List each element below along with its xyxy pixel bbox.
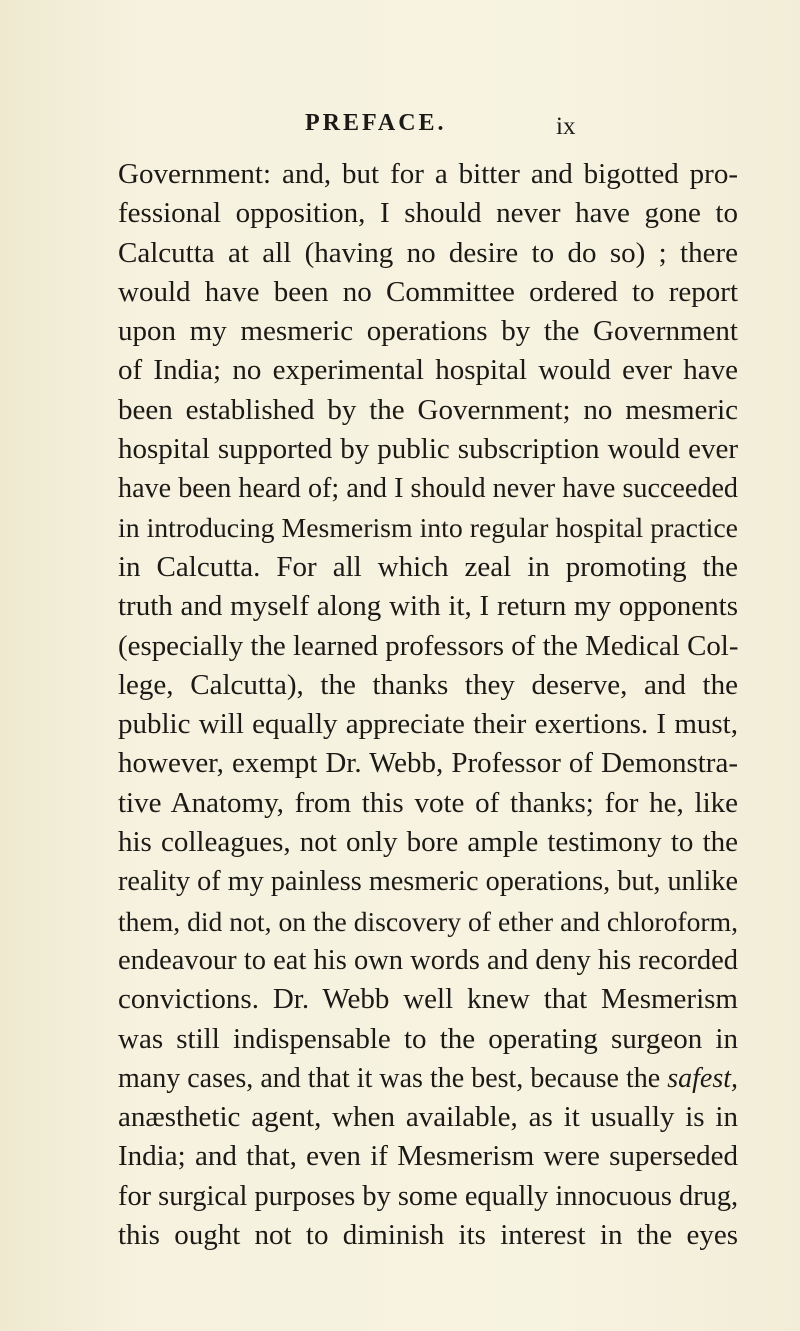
text-line: in Calcutta. For all which zeal in promoting the — [118, 550, 738, 583]
text-line: them, did not, on the discovery of ether and chloroform, — [118, 905, 738, 937]
text-line: upon my mesmeric operations by the Government — [118, 315, 738, 348]
text-line: of India; no experimental hospital would ever have — [118, 354, 738, 387]
text-line: Calcutta at all (having no desire to do so) ; there — [118, 236, 738, 269]
text-line: tive Anatomy, from this vote of thanks; for he, like — [118, 786, 738, 819]
text-line: his colleagues, not only bore ample testimony to the — [118, 826, 738, 859]
text-line: anæsthetic agent, when available, as it usually is in — [118, 1101, 738, 1134]
text-line: truth and myself along with it, I return my opponents — [118, 590, 738, 623]
text-line: Government: and, but for a bitter and bigotted pro- — [118, 158, 738, 190]
body-text — [118, 155, 738, 1255]
text-line: many cases, and that it was the best, because the safest, — [118, 1062, 738, 1094]
text-line: would have been no Committee ordered to report — [118, 275, 738, 308]
text-line: India; and that, even if Mesmerism were superseded — [118, 1140, 738, 1173]
text-line: in introducing Mesmerism into regular hospital practice — [118, 512, 738, 544]
running-title: PREFACE. — [305, 110, 447, 136]
text-line: endeavour to eat his own words and deny his recorded — [118, 944, 738, 976]
text-line: fessional opposition, I should never have gone to — [118, 197, 738, 230]
text-line: public will equally appreciate their exertions. I must, — [118, 708, 738, 741]
text-line: however, exempt Dr. Webb, Professor of Demonstra- — [118, 747, 738, 780]
text-line: lege, Calcutta), the thanks they deserve, and the — [118, 668, 738, 701]
text-line: have been heard of; and I should never have succeeded — [118, 473, 738, 505]
text-line: was still indispensable to the operating surgeon in — [118, 1022, 738, 1055]
page-number: ix — [556, 113, 576, 140]
text-line: convictions. Dr. Webb well knew that Mesmerism — [118, 983, 738, 1016]
text-line: reality of my painless mesmeric operations, but, unlike — [118, 866, 738, 898]
page-header — [0, 96, 800, 140]
text-line: been established by the Government; no mesmeric — [118, 393, 738, 426]
text-line: (especially the learned professors of the Medical Col- — [118, 629, 739, 662]
italic-emphasis: safest, — [667, 1062, 738, 1094]
text-line: for surgical purposes by some equally innocuous drug, — [118, 1180, 739, 1212]
text-line: this ought not to diminish its interest in the eyes — [118, 1219, 738, 1252]
text-line: hospital supported by public subscription would ever — [118, 433, 738, 466]
